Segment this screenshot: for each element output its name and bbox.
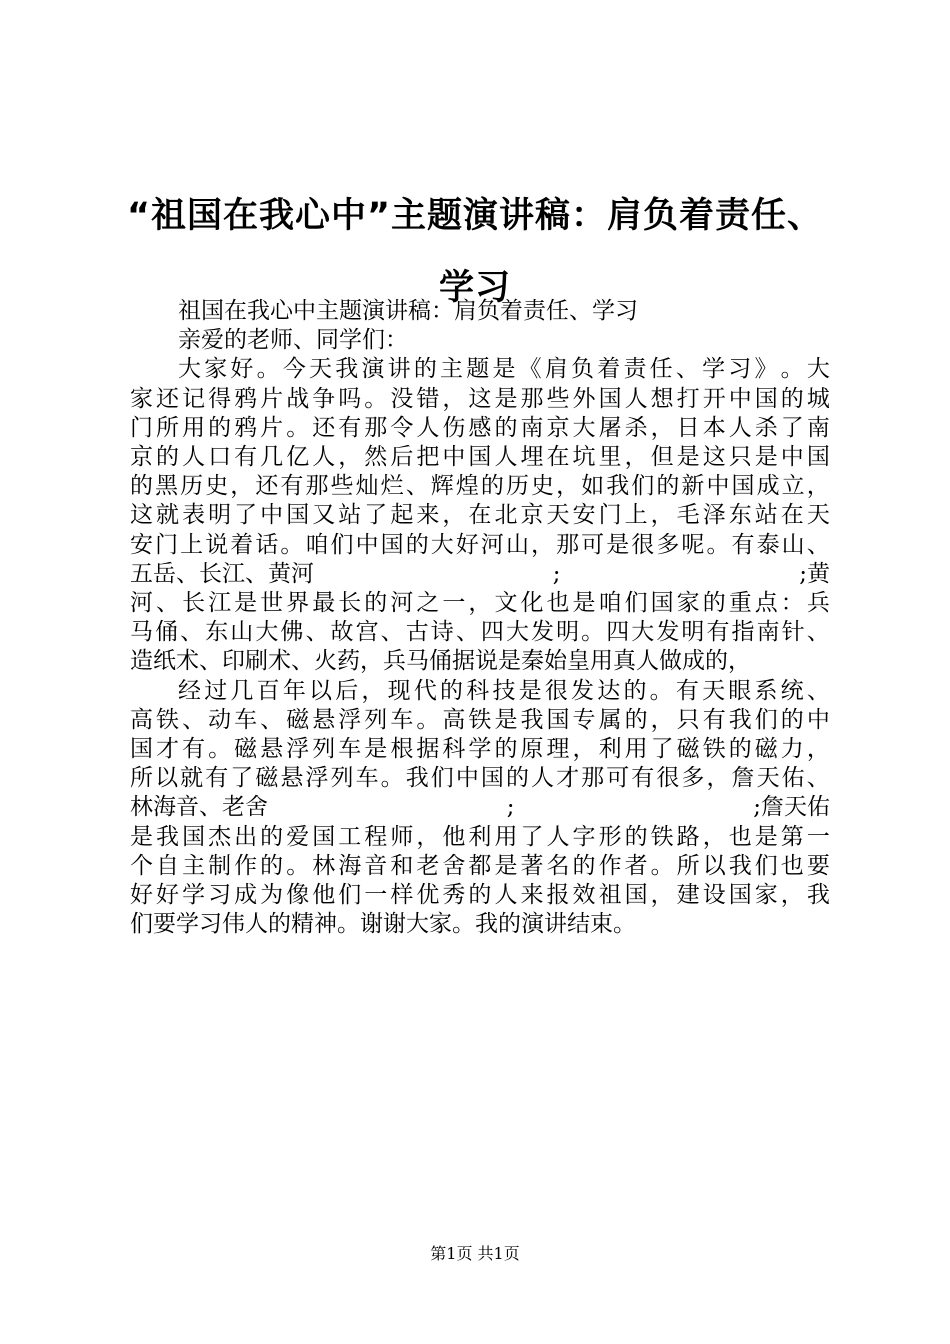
text-line: 们要学习伟人的精神。谢谢大家。我的演讲结束。	[130, 911, 636, 938]
text-line: 门 所 用 的 鸦 片 。 还 有 那 令 人 伤 感 的 南 京 大 屠 杀 ， 日 本 人 杀 了 南	[130, 414, 830, 441]
text-line: 好 好 学 习 成 为 像 他 们 一 样 优 秀 的 人 来 报 效 祖 国 ， 建 设 国 家 ， 我	[130, 882, 830, 909]
text-line: 所 以 就 有 了 磁 悬 浮 列 车 。 我 们 中 国 的 人 才 那 可 有 很 多 ， 詹 天 佑 、	[130, 765, 830, 792]
page-footer: 第1页 共1页	[430, 1244, 520, 1263]
text-line: 国 才 有 。 磁 悬 浮 列 车 是 根 据 科 学 的 原 理 ， 利 用 了 磁 铁 的 磁 力 ，	[130, 736, 830, 763]
text-line: 河 、 长 江 是 世 界 最 长 的 河 之 一 ， 文 化 也 是 咱 们 国 家 的 重 点 ： 兵	[130, 590, 830, 617]
subtitle: 祖国在我心中主题演讲稿：肩负着责任、学习	[178, 298, 638, 324]
document-body	[130, 297, 830, 939]
paragraph-2	[130, 677, 830, 940]
text-line: 安 门 上 说 着 话 。 咱 们 中 国 的 大 好 河 山 ， 那 可 是 很 多 呢 。 有 泰 山 、	[130, 531, 830, 558]
text-line: 经 过 几 百 年 以 后 ， 现 代 的 科 技 是 很 发 达 的 。 有 天 眼 系 统 、	[178, 677, 830, 704]
text-line: 马 俑 、 东 山 大 佛 、 故 宫 、 古 诗 、 四 大 发 明 。 四 大 发 明 有 指 南 针 、	[130, 619, 830, 646]
text-line: 造纸术、印刷术、火药，兵马俑据说是秦始皇用真人做成的，	[130, 648, 751, 675]
text-line: 的 黑 历 史 ， 还 有 那 些 灿 烂 、 辉 煌 的 历 史 ， 如 我 们 的 新 中 国 成 立 ，	[130, 473, 830, 500]
text-line: 京 的 人 口 有 几 亿 人 ， 然 后 把 中 国 人 埋 在 坑 里 ， 但 是 这 只 是 中 国	[130, 444, 830, 471]
text-line: 这 就 表 明 了 中 国 又 站 了 起 来 ， 在 北 京 天 安 门 上 ， 毛 泽 东 站 在 天	[130, 502, 830, 529]
split-text-line: 五岳、长江、黄河 ; ;黄	[130, 560, 830, 587]
text-line: 个 自 主 制 作 的 。 林 海 音 和 老 舍 都 是 著 名 的 作 者 。 所 以 我 们 也 要	[130, 852, 830, 879]
title-line-1: “祖国在我心中”主题演讲稿：肩负着责任、	[126, 196, 823, 236]
text-line: 是 我 国 杰 出 的 爱 国 工 程 师 ， 他 利 用 了 人 字 形 的 铁 路 ， 也 是 第 一	[130, 823, 830, 850]
paragraph-1	[130, 355, 830, 676]
text-line: 高 铁 、 动 车 、 磁 悬 浮 列 车 。 高 铁 是 我 国 专 属 的 ， 只 有 我 们 的 中	[130, 706, 830, 733]
split-text-line: 林海音、老舍 ; ;詹天佑	[130, 794, 830, 821]
text-line: 家 还 记 得 鸦 片 战 争 吗 。 没 错 ， 这 是 那 些 外 国 人 想 打 开 中 国 的 城	[130, 385, 830, 412]
title-line-2: 学习	[438, 268, 511, 308]
greeting: 亲爱的老师、同学们：	[178, 327, 408, 354]
text-line: 大 家 好 。 今 天 我 演 讲 的 主 题 是 《 肩 负 着 责 任 、 学 习 》 。 大	[178, 356, 830, 383]
